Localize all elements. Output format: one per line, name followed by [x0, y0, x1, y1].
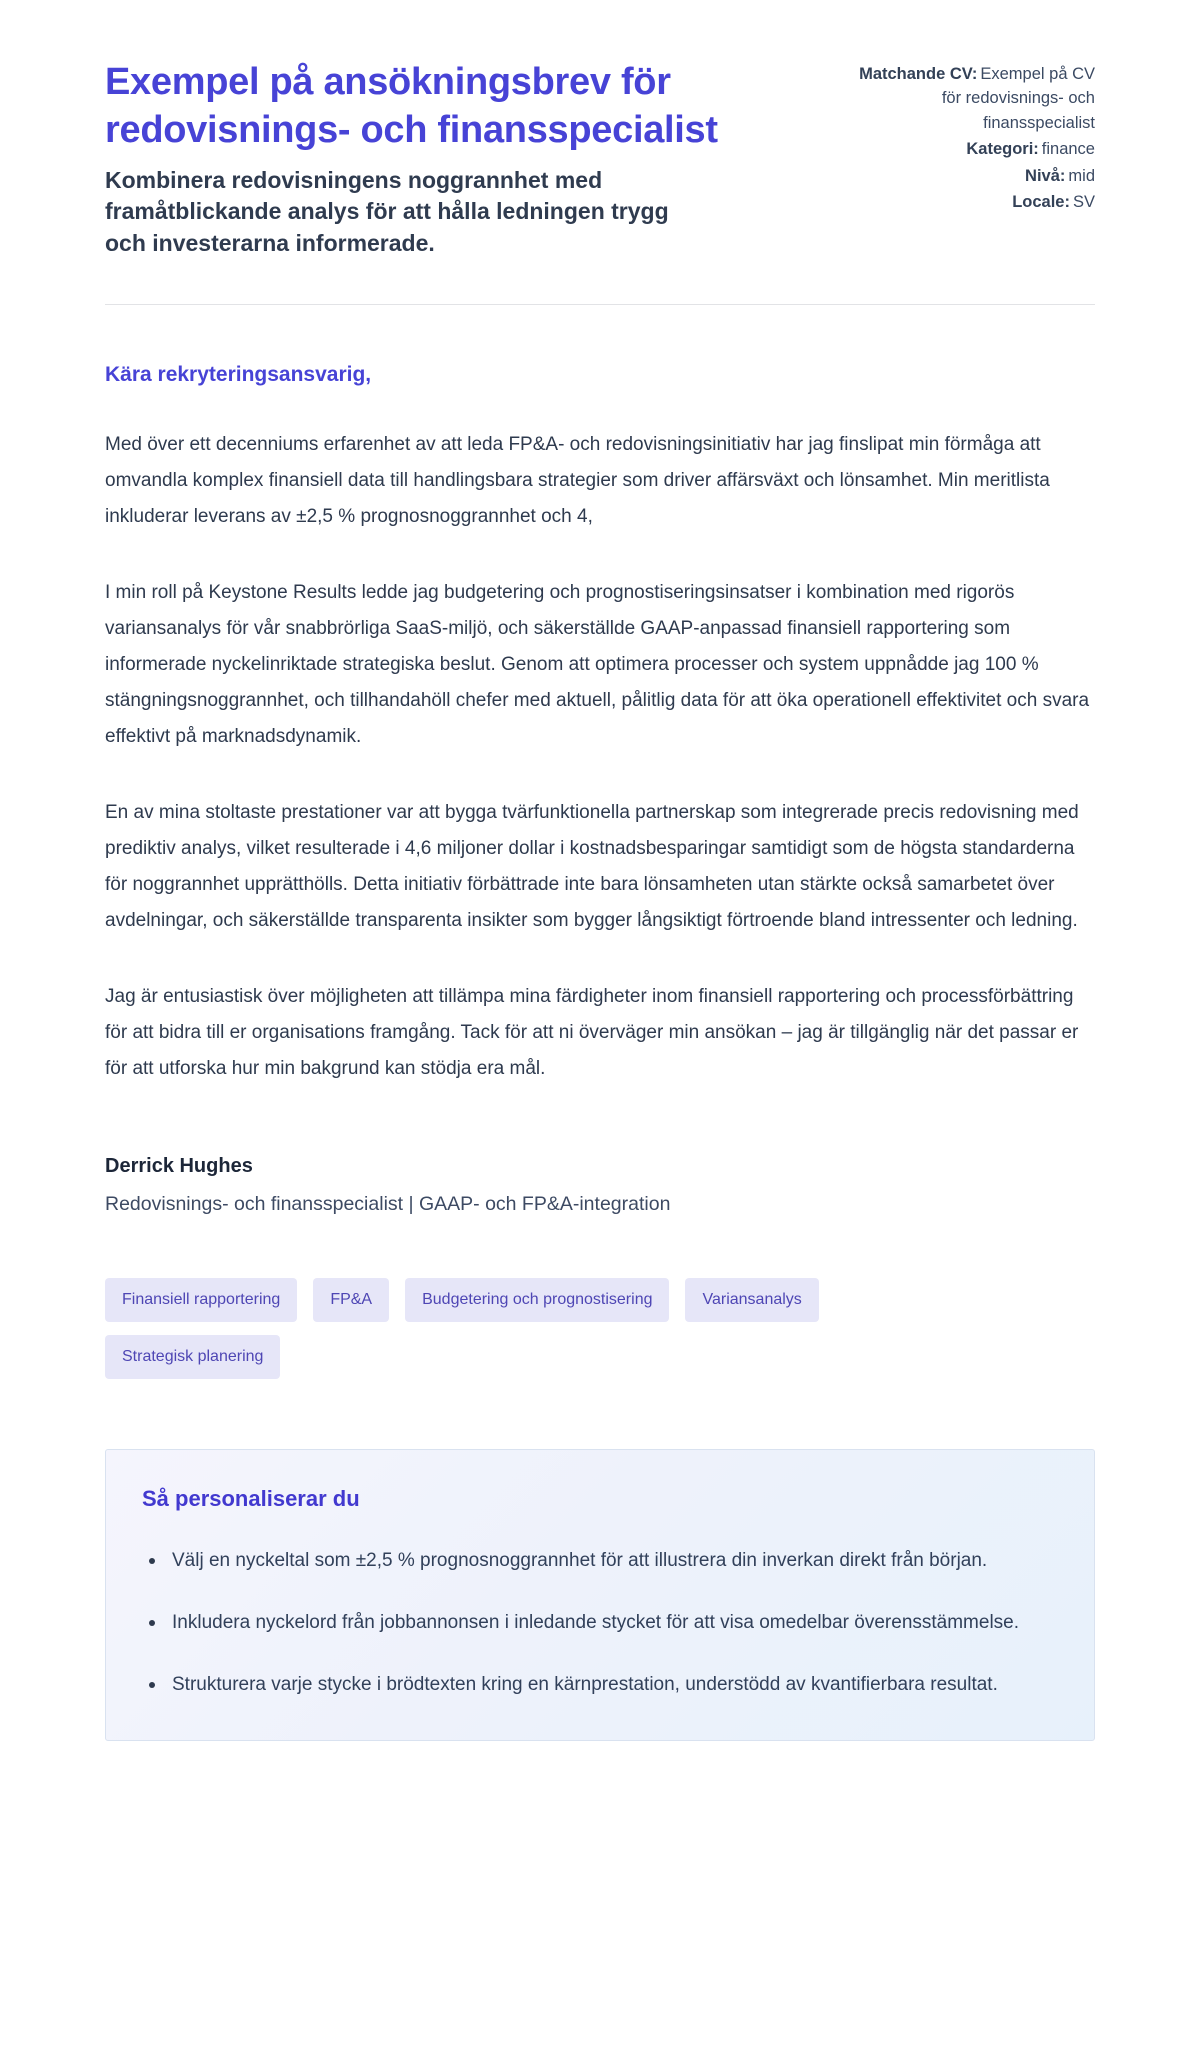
- meta-value: mid: [1068, 166, 1095, 185]
- meta-label: Locale:: [1012, 193, 1070, 212]
- tip-text: Inkludera nyckelord från jobbannonsen i inledande stycket för att visa omedelbar överensstämmelse.: [172, 1611, 1020, 1633]
- meta-category: [845, 137, 1095, 161]
- meta-label: Kategori:: [966, 140, 1039, 159]
- skill-tag: Variansanalys: [685, 1278, 818, 1322]
- meta-value: Exempel på CV för redovisnings- och finansspecialist: [941, 65, 1095, 132]
- tip-item: [142, 1604, 1022, 1642]
- skill-tag: FP&A: [313, 1278, 389, 1322]
- meta-label: Nivå:: [1025, 166, 1066, 185]
- header: [105, 58, 1095, 260]
- letter-paragraph: En av mina stoltaste prestationer var att bygga tvärfunktionella partnerskap som integrerade precis redovisning med prediktiv analys, vilket resulterade i 4,6 miljoner dollar i kostnadsbesparingar samtidigt som de högsta standarderna för noggrannhet upprätthölls. Detta initiativ förbättrade inte bara lönsamheten utan stärkte också samarbetet över avdelningar, och säkerställde transparenta insikter som bygger långsiktigt förtroende bland intressenter och ledning.: [105, 801, 1079, 931]
- skill-tag: Strategisk planering: [105, 1335, 280, 1379]
- signature-name: Derrick Hughes: [105, 1154, 253, 1177]
- tips-title: Så personaliserar du: [142, 1485, 360, 1511]
- tips-list: [142, 1542, 1058, 1704]
- meta-matching-cv: [845, 62, 1095, 135]
- tip-text: Välj en nyckeltal som ±2,5 % prognosnoggrannhet för att illustrera din inverkan direkt från början.: [172, 1549, 988, 1571]
- skill-tags: [105, 1278, 955, 1379]
- meta-value: SV: [1072, 193, 1095, 212]
- letter-paragraph: Med över ett decenniums erfarenhet av att leda FP&A- och redovisningsinitiativ har jag finslipat min förmåga att omvandla komplex finansiell data till handlingsbara strategier som driver affärsväxt och lönsamhet. Min meritlista inkluderar leverans av ±2,5 % prognosnoggrannhet och 4,: [105, 433, 1050, 527]
- meta-panel: [845, 58, 1095, 216]
- letter-body: [105, 363, 1095, 1741]
- cover-letter-page: [105, 0, 1095, 1741]
- header-title-block: [105, 58, 725, 260]
- skill-tag: Finansiell rapportering: [105, 1278, 297, 1322]
- page-title: Exempel på ansökningsbrev för redovisnings- och finansspecialist: [105, 61, 718, 152]
- page-subtitle: Kombinera redovisningens noggrannhet med framåtblickande analys för att hålla ledningen trygg och investerarna informerade.: [105, 166, 669, 256]
- bullet-icon: [149, 1620, 155, 1626]
- meta-level: [845, 164, 1095, 188]
- header-divider: [105, 304, 1095, 305]
- tip-item: [142, 1666, 1022, 1704]
- letter-paragraph: I min roll på Keystone Results ledde jag budgetering och prognostiseringsinsatser i kombination med rigorös variansanalys för vår snabbrörliga SaaS-miljö, och säkerställde GAAP-anpassad finansiell rapportering som informerade nyckelinriktade strategiska beslut. Genom att optimera processer och system uppnådde jag 100 % stängningsnoggrannhet, och tillhandahöll chefer med aktuell, pålitlig data för att öka operationell effektivitet och svara effektivt på marknadsdynamik.: [105, 581, 1090, 747]
- personalization-tips-callout: [105, 1449, 1095, 1741]
- bullet-icon: [149, 1558, 155, 1564]
- letter-paragraph: Jag är entusiastisk över möjligheten att tillämpa mina färdigheter inom finansiell rapportering och processförbättring för att bidra till er organisations framgång. Tack för att ni överväger min ansökan – jag är tillgänglig när det passar er för att utforska hur min bakgrund kan stödja era mål.: [105, 985, 1079, 1079]
- meta-locale: [845, 190, 1095, 214]
- skill-tag: Budgetering och prognostisering: [405, 1278, 669, 1322]
- meta-value: finance: [1041, 140, 1095, 159]
- tip-item: [142, 1542, 1022, 1580]
- tip-text: Strukturera varje stycke i brödtexten kring en kärnprestation, understödd av kvantifierbara resultat.: [172, 1673, 998, 1695]
- signature-role: Redovisnings- och finansspecialist | GAAP- och FP&A-integration: [105, 1192, 671, 1215]
- bullet-icon: [149, 1682, 155, 1688]
- meta-label: Matchande CV:: [859, 65, 978, 83]
- letter-greeting: Kära rekryteringsansvarig,: [105, 362, 372, 386]
